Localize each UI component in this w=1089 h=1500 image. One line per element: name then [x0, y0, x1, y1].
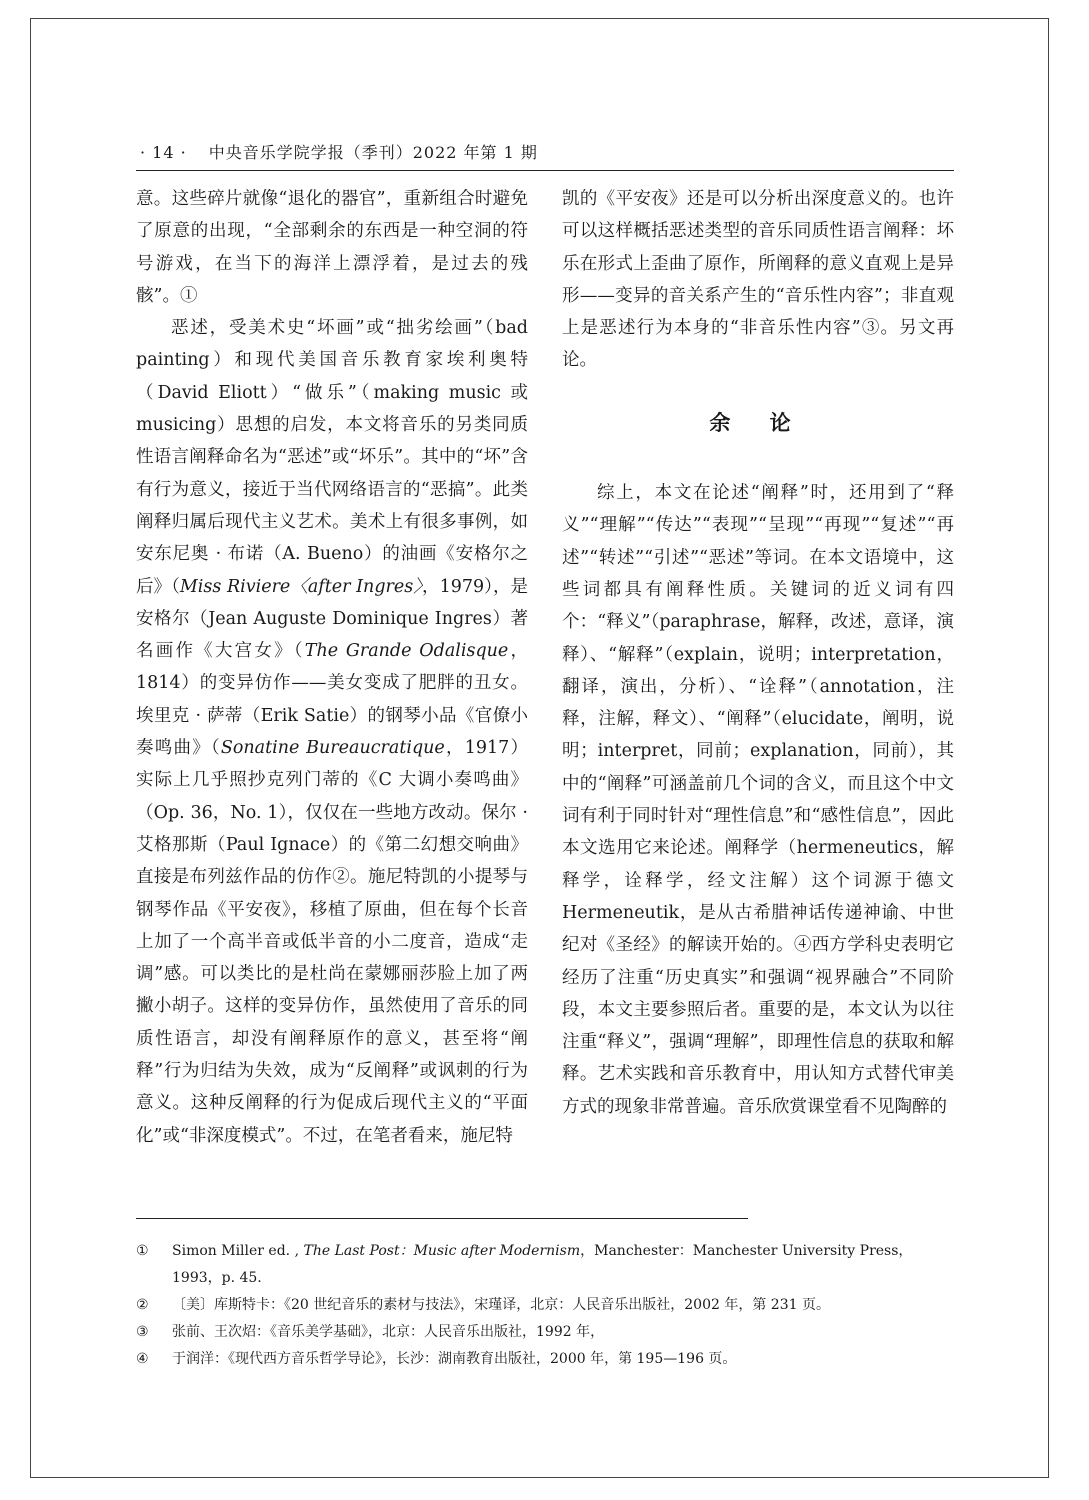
running-header [140, 140, 538, 163]
paragraph-conclusion: 综上，本文在论述“阐释”时，还用到了“释义”“理解”“传达”“表现”“呈现”“再现”“复述”“再述”“转述”“引述”“恶述”等词。在本文语境中，这些词都具有阐释性质。关键词的近义词有四个：“释义”（paraphrase，解释，改述，意译，演释）、“解释”（explain，说明；interpretation，翻译，演出，分析）、“诠释”（annotation，注释，注解，释文）、“阐释”（elucidate，阐明，说明；interpret，同前；explanation，同前），其中的“阐释”可涵盖前几个词的含义，而且这个中文词有利于同时针对“理性信息”和“感性信息”，因此本文选用它来论述。阐释学（hermeneutics，解释学，诠释学，经文注解）这个词源于德文 Hermeneutik，是从古希腊神话传递神谕、中世纪对《圣经》的解读开始的。④西方学科史表明它经历了注重“历史真实”和强调“视界融合”不同阶段，本文主要参照后者。重要的是，本文认为以往注重“释义”，强调“理解”，即理性信息的获取和解释。艺术实践和音乐教育中，用认知方式替代审美方式的现象非常普遍。音乐欣赏课堂看不见陶醉的 [562, 483, 954, 1117]
footnotes [136, 1238, 954, 1373]
footnote [136, 1319, 954, 1346]
right-column [562, 183, 954, 1123]
text-run: ，1979），是安格尔（Jean Auguste Dominique Ingres）著名画作《大宫女》（ [136, 576, 528, 662]
footnote-text: 〔美〕库斯特卡：《20 世纪音乐的素材与技法》，宋瑾译，北京：人民音乐出版社，2002 年，第 231 页。 [172, 1297, 830, 1313]
paragraph-esu [136, 312, 528, 1152]
footnote-mark: ④ [136, 1351, 149, 1367]
footnote-text: 于润洋：《现代西方音乐哲学导论》，长沙：湖南教育出版社，2000 年，第 195—196 页。 [172, 1351, 737, 1367]
italic-title: Miss Riviere〈after Ingres〉 [179, 576, 423, 597]
footnote-rule [136, 1218, 748, 1219]
text-run: 恶述，受美术史“坏画”或“拙劣绘画”（bad painting）和现代美国音乐教育家埃利奥特（David Eliott）“做乐”（making music 或 musicing）思想的启发，本文将音乐的另类同质性语言阐释命名为“恶述”或“坏乐”。其中的“坏”含有行为意义，接近于当代网络语言的“恶搞”。此类阐释归属后现代主义艺术。美术上有很多事例，如安东尼奥 · 布诺（A. Bueno）的油画《安格尔之后》（ [136, 318, 528, 597]
italic-title: The Grande Odalisque [304, 641, 509, 662]
footnote [136, 1238, 954, 1292]
footnote-text: ，Manchester：Manchester University Press，1993，p. 45. [172, 1243, 913, 1286]
footnote [136, 1292, 954, 1319]
footnote-mark: ① [136, 1243, 149, 1259]
footnote-text: 张前、王次炤：《音乐美学基础》，北京：人民音乐出版社，1992 年， [172, 1324, 605, 1340]
left-column [136, 183, 528, 1152]
footnote [136, 1346, 954, 1373]
footnote-text: Simon Miller ed. , [172, 1243, 304, 1259]
italic-title: Sonatine Bureaucratique [220, 738, 445, 759]
journal-title: 中央音乐学院学报（季刊）2022 年第 1 期 [208, 143, 538, 162]
page-number: · 14 · [140, 143, 187, 162]
paragraph-continued: 意。这些碎片就像“退化的器官”，重新组合时避免了原意的出现，“全部剩余的东西是一种空洞的符号游戏，在当下的海洋上漂浮着，是过去的残骸”。① [136, 189, 528, 306]
text-run: ，1814）的变异仿作——美女变成了肥胖的丑女。埃里克 · 萨蒂（Erik Satie）的钢琴小品《官僚小奏鸣曲》（ [136, 641, 529, 759]
footnote-italic-title: The Last Post：Music after Modernism [303, 1243, 581, 1259]
header-rule [136, 170, 954, 171]
footnote-mark: ③ [136, 1324, 149, 1340]
section-heading: 余 论 [709, 409, 807, 435]
text-run: ，1917）实际上几乎照抄克列门蒂的《C 大调小奏鸣曲》（Op. 36，No. 1），仅仅在一些地方改动。保尔 · 艾格那斯（Paul Ignace）的《第二幻想交响曲》直接是布列兹作品的仿作②。施尼特凯的小提琴与钢琴作品《平安夜》，移植了原曲，但在每个长音上加了一个高半音或低半音的小二度音，造成“走调”感。可以类比的是杜尚在蒙娜丽莎脸上加了两撇小胡子。这样的变异仿作，虽然使用了音乐的同质性语言，却没有阐释原作的意义，甚至将“阐释”行为归结为失效，成为“反阐释”或讽刺的行为意义。这种反阐释的行为促成后现代主义的“平面化”或“非深度模式”。不过，在笔者看来，施尼特 [136, 738, 528, 1146]
paragraph-continued: 凯的《平安夜》还是可以分析出深度意义的。也许可以这样概括恶述类型的音乐同质性语言阐释：坏乐在形式上歪曲了原作，所阐释的意义直观上是异形——变异的音关系产生的“音乐性内容”；非直观上是恶述行为本身的“非音乐性内容”③。另文再论。 [562, 189, 954, 371]
footnote-mark: ② [136, 1297, 149, 1313]
